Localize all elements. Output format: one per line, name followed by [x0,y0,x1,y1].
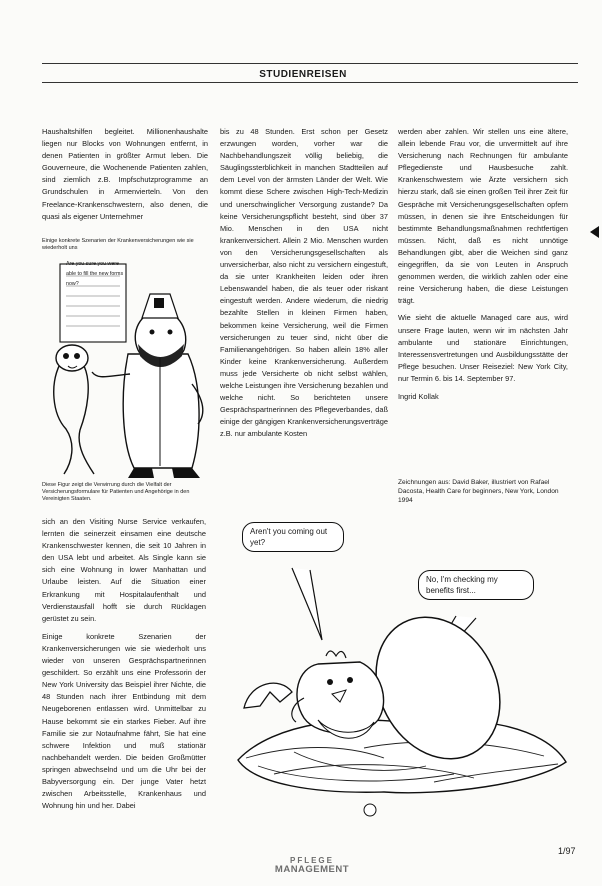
column-1-top-text: Haushaltshilfen begleitet. Millionenhaushalte liegen nur Blocks von Wohnungen entfernt, in denen Patienten in größter Armut leben. Die Gouverneure, die Wochenende Patienten zahlen, sind ziemlich z.B. Impfschutzprogramme an Grundschulen in Armenvierteln. Von den Freelance-Krankenschwestern, also denen, die quasi als eigener Unternehmer [42,127,208,221]
column-2-top-text: bis zu 48 Stunden. Erst schon per Gesetz erzwungen worden, vorher war die Nachbehandlungszeit völlig beliebig, die Säuglingssterblichkeit in manchen Stadtteilen auf dem Level von der ärmsten Länder der Welt. Wie kommt diese Schere zwischen High-Tech-Medizin und unerschwinglicher Versorgung zustande? Da keine Versicherungspflicht besteht, sind über 37 Mio. Menschen in den USA nicht krankenversichert. Allein 2 Mio. Menschen wurden von den Versicherungsgesellschaften als unversicherbar, also nicht zu versichern eingestuft, da sie unter Krankheiten leiden oder ihren Lebenswandel haben, die als teuer oder riskant eingestuft werden. Andere wiederum, die niedrig bezahlte Stellen in kleinen Firmen haben, bekommen keine Versicherung, weil die Firmen versicherungen zu teuer sind, nicht über die Familienangehörigen. So haben allein 18% aller Kinder keine Krankenversicherung. Außerdem muss jede Versicherte ob nicht selbst wählen, welche Leistungen ihre Versicherung bezahlen und welche nicht. So berichteten unsere Gesprächspartnerinnen des Pflegeverbandes, daß einige der gängigen Krankenversicherungsverträge z.B. nur ambulante Kosten [220,127,388,439]
cartoon-doctor-note-text: Are you sure you were able to fill the new forms now? [66,261,124,287]
header-top-rule [42,63,578,64]
footer-logo-line-2: MANAGEMENT [274,864,350,875]
section-title: STUDIENREISEN [259,69,347,80]
footer-magazine-logo [256,856,368,875]
col3-paragraph-2: Wie sieht die aktuelle Managed care aus, wird unsere Frage lauten, wenn wir im nächsten Jahr ambulante und stationäre Einrichtungen, Interessensvertretungen und Ausbildungsstätte der Pflege besuchen. Unser Reiseziel: New York City, nur Termin 6. bis 14. September 97. [398,313,568,383]
col3-author: Ingrid Kollak [398,391,439,401]
page-number: 1/97 [558,846,576,856]
column-1-bottom-text [42,516,206,812]
footer-logo-line-1: PFLEGE [289,856,334,865]
col3-paragraph-1: werden aber zahlen. Wir stellen uns eine ältere, allein lebende Frau vor, die unvermittelt auf ihre Versicherung nach Rechnungen für ambulante Pflegedienste und Hausbesuche zahlt. Krankenschwestern wie Ärzte versichern sich hierzu stark, daß sie einen großen Teil ihrer Zeit für Gespräche mit Versicherungsgesellschaften opfern müssen, in denen sie ihre Entscheidungen für bestimmte Behandlungsmaßnahmen rechtfertigen müssen. Nicht, daß es nicht unnötige Behandlungen gibt, aber die Weichen sind ganz eingegriffen, da sie von Leuten in Anspruch genommen werden, die wirklich zahlen oder eine reine Versicherung haben, die diese Leistungen trägt. [398,127,568,306]
cartoon-doctor-top-caption: Einige konkrete Szenarien der Krankenversicherungen wie sie wiederholt uns [42,238,194,252]
column-3-top-text [398,126,568,403]
chick-egg-speech-bubble-answer: No, I'm checking my benefits first... [418,570,534,600]
chick-egg-speech-bubble-question: Aren't you coming out yet? [242,522,344,552]
col1-bottom-paragraph-2: Einige konkrete Szenarien der Krankenversicherungen wie sie wiederholt uns wieder von unseren Gesprächspartnerinnen geschildert. So erzählt uns eine Professorin der New York University das Beispiel ihrer Nichte, die 48 Stunden nach ihrer Entbindung mit dem Neugeborenen entlassen wird. Unmittelbar zu Hause bekommt sie ein starkes Fieber. Auf ihre Familie sie zur Notaufnahme fährt, Sie hat eine schwere Infektion und muß stationär nachbehandelt werden. Die beiden Großmütter springen abwechselnd und um die Uhr bei der Babyversorgung ein. Der junge Vater hetzt zwischen Arbeitsstelle, Krankenhaus und Wohnung hin und her. Dabei [42,631,206,811]
cartoon-chick-figure [214,512,578,832]
illustration-credit: Zeichnungen aus: David Baker, illustriert von Rafael Dacosta, Health Care for beginners, New York, London 1994 [398,479,559,504]
cartoon-doctor-bottom-caption: Diese Figur zeigt die Verwirrung durch die Vielfalt der Versicherungsformulare für Patienten und Angehörige in den Vereinigten Staaten. [42,482,190,503]
header-bottom-rule [42,82,578,83]
col1-bottom-paragraph-1: sich an den Visiting Nurse Service verkaufen, lernten die seinerzeit einsamen eine deutsche Krankenschwester kennen, die seit 10 Jahren in den USA lebt und arbeitet. Als Single kann sie sich eine Wohnung in lower Manhattan und Urlaube leisten. Auf die Situation einer Erkrankung mit Hospitalaufenthalt und Verdienstausfall hofft sie durch Rücklagen gerüstet zu sein. [42,517,206,623]
chick-egg-cartoon-drawing [214,512,578,832]
page-marker-triangle-icon [590,226,599,238]
